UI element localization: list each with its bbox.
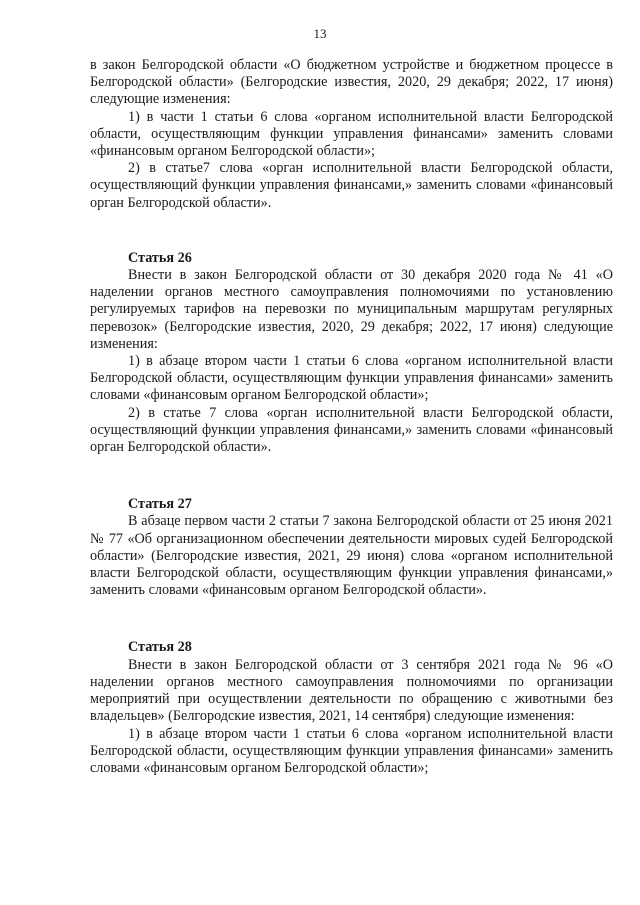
article-lead: В абзаце первом части 2 статьи 7 закона Белгородской области от 25 июня 2021 № 77 «Об организационном обеспечении деятельности мировых судей Белгородской области» (Белгородские известия, 2021, 29 июня) слова «органом исполнительной власти Белгородской области, осуществляющим функции управления финансами,» заменить словами «финансовым органом Белгородской области». (90, 513, 613, 599)
article-lead: Внести в закон Белгородской области от 3 сентября 2021 года № 96 «О наделении органов местного самоуправления полномочиями по организации мероприятий при осуществлении деятельности по обращению с животными без владельцев» (Белгородские известия, 2021, 14 сентября) следующие изменения: (90, 656, 613, 725)
document-body (90, 57, 613, 777)
intro-section (90, 57, 613, 212)
article-26 (90, 250, 613, 456)
page-number: 13 (313, 26, 327, 41)
intro-lead: в закон Белгородской области «О бюджетном устройстве и бюджетном процессе в Белгородской области» (Белгородские известия, 2020, 29 декабря; 2022, 17 июня) следующие изменения: (90, 57, 613, 108)
article-heading: Статья 28 (128, 639, 192, 656)
article-heading: Статья 26 (128, 249, 192, 266)
article-item-2: 2) в статье 7 слова «орган исполнительной власти Белгородской области, осуществляющий функции управления финансами,» заменить словами «финансовый орган Белгородской области». (90, 404, 613, 456)
article-item-1: 1) в абзаце втором части 1 статьи 6 слова «органом исполнительной власти Белгородской области, осуществляющим функции управления финансами» заменить словами «финансовым органом Белгородской области»; (90, 353, 613, 404)
article-28 (90, 639, 613, 777)
article-lead: Внести в закон Белгородской области от 30 декабря 2020 года № 41 «О наделении органов местного самоуправления полномочиями по установлению регулируемых тарифов на перевозки по муниципальным маршрутам регулярных перевозок» (Белгородские известия, 2020, 29 декабря; 2022, 17 июня) следующие изменения: (90, 267, 613, 352)
article-heading: Статья 27 (128, 496, 192, 513)
intro-item-1: 1) в части 1 статьи 6 слова «органом исполнительной власти Белгородской области, осуществляющим функции управления финансами» заменить словами «финансовым органом Белгородской области»; (90, 108, 613, 160)
intro-item-2: 2) в статье7 слова «орган исполнительной власти Белгородской области, осуществляющий функции управления финансами,» заменить словами «финансовый орган Белгородской области». (90, 160, 613, 211)
article-27 (90, 496, 613, 599)
article-item-1: 1) в абзаце втором части 1 статьи 6 слова «органом исполнительной власти Белгородской области, осуществляющим функции управления финансами» заменить словами «финансовым органом Белгородской области»; (90, 725, 613, 776)
